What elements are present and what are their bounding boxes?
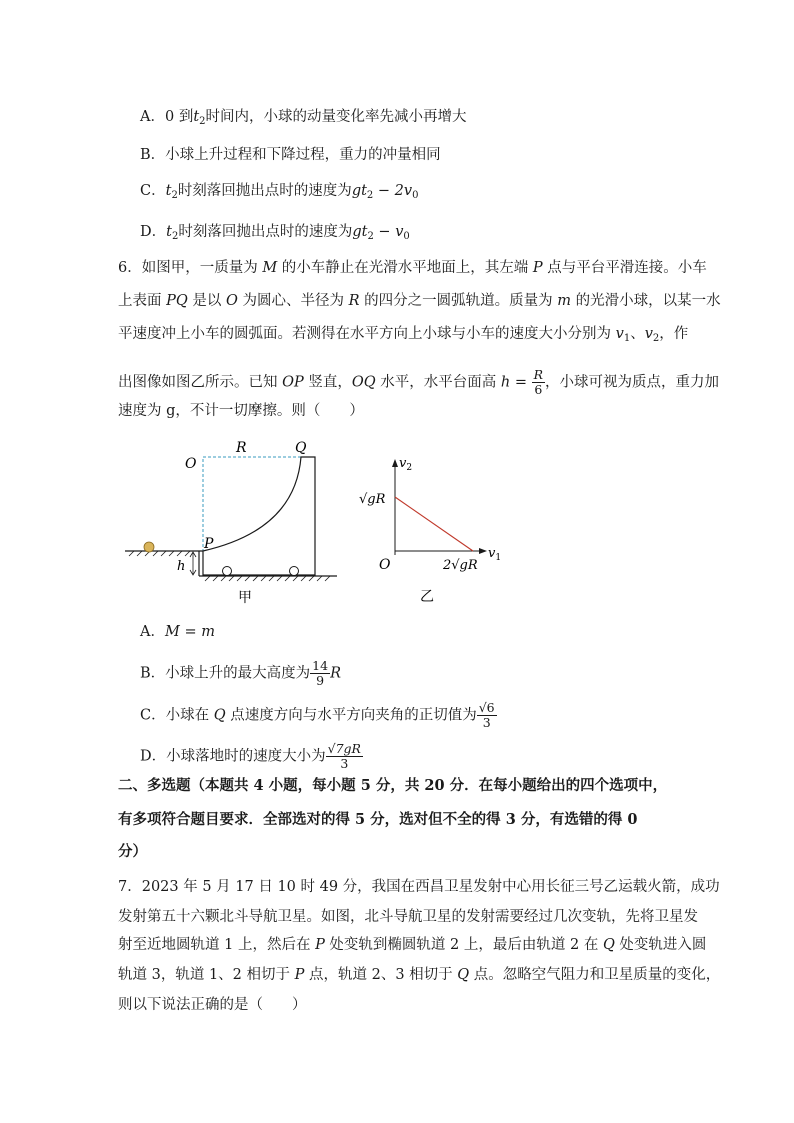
label-v1: $v_1$	[488, 546, 502, 563]
label-v2: $v_2$	[399, 456, 413, 473]
caption-jia: 甲	[238, 590, 252, 606]
q6-option-c: C．小球在 Q 点速度方向与水平方向夹角的正切值为 $\frac{√6}{3}$	[140, 700, 495, 730]
q6-line-3: 平速度冲上小车的圆弧面。若测得在水平方向上小球与小车的速度大小分别为 $v_1$、$v_2$，作	[118, 326, 689, 344]
q6-line-4: 出图像如图乙所示。已知 OP 竖直，OQ 水平，水平台面高 h = $\frac{R}{6}$ ，小球可视为质点，重力加	[118, 367, 720, 397]
cart-wheel-right	[290, 567, 299, 576]
d-fraction: $\frac{√7gR}{3}$	[327, 741, 361, 771]
section2-line-1: 二、多选题（本题共 4 小题，每小题 5 分，共 20 分．在每小题给出的四个选项中，	[118, 777, 668, 794]
q6-line-1: 6．如图甲，一质量为 M 的小车静止在光滑水平地面上，其左端 P 点与平台平滑连接。小车	[118, 260, 707, 276]
q7-line-3: 射至近地圆轨道 1 上，然后在 P 处变轨到椭圆轨道 2 上，最后由轨道 2 在 Q 处变轨进入圆	[118, 937, 707, 953]
label-origin: O	[379, 557, 391, 573]
b-fraction: $\frac{14}{9}$	[312, 658, 329, 688]
h-fraction: $\frac{R}{6}$	[533, 367, 544, 397]
q5-option-b: B．小球上升过程和下降过程，重力的冲量相同	[140, 147, 441, 163]
ground-hatch	[205, 576, 330, 581]
section2-line-3: 分）	[118, 843, 147, 860]
label-h: h	[177, 559, 186, 574]
q5-option-d: D．$t_2$时刻落回抛出点时的速度为$gt_2 - v_0$	[140, 224, 410, 242]
label-sqrt-gR: √gR	[359, 492, 386, 507]
caption-yi: 乙	[420, 589, 434, 605]
q7-line-1: 7．2023 年 5 月 17 日 10 时 49 分，我国在西昌卫星发射中心用长征三号乙运载火箭，成功	[118, 879, 720, 895]
cart-body	[203, 457, 315, 575]
q5-option-a: A．0 到$t_2$时间内，小球的动量变化率先减小再增大	[140, 109, 467, 127]
q7-line-5: 则以下说法正确的是（ ）	[118, 997, 307, 1013]
q6-option-d: D．小球落地时的速度大小为 $\frac{√7gR}{3}$	[140, 741, 361, 771]
ball	[144, 542, 154, 552]
q6-option-a: A．M = m	[140, 624, 215, 640]
q7-line-4: 轨道 3，轨道 1、2 相切于 P 点，轨道 2、3 相切于 Q 点。忽略空气阻力和卫星质量的变化，	[118, 967, 721, 983]
q6-option-b: B．小球上升的最大高度为 $\frac{14}{9}$ R	[140, 658, 341, 688]
cart-wheel-left	[223, 567, 232, 576]
label-P: P	[204, 536, 214, 552]
label-Q: Q	[295, 440, 307, 456]
label-O: O	[185, 456, 197, 472]
label-R: R	[236, 440, 247, 456]
q6-line-2: 上表面 PQ 是以 O 为圆心、半径为 R 的四分之一圆弧轨道。质量为 m 的光滑小球，以某一水	[118, 293, 721, 309]
v2-v1-line	[395, 497, 473, 551]
y-axis-arrow-icon	[392, 459, 398, 467]
c-fraction: $\frac{√6}{3}$	[478, 700, 495, 730]
q7-line-2: 发射第五十六颗北斗导航卫星。如图，北斗导航卫星的发射需要经过几次变轨，先将卫星发	[118, 909, 698, 925]
q6-line-5: 速度为 g，不计一切摩擦。则（ ）	[118, 403, 364, 419]
x-axis-arrow-icon	[479, 548, 487, 554]
section2-line-2: 有多项符合题目要求．全部选对的得 5 分，选对但不全的得 3 分，有选错的得 0	[118, 811, 638, 828]
figure-yi	[355, 455, 515, 605]
q5-option-c: C．$t_2$时刻落回抛出点时的速度为$gt_2 - 2v_0$	[140, 183, 419, 201]
figure-jia	[115, 430, 345, 610]
platform-hatch	[129, 551, 190, 556]
label-2-sqrt-gR: 2√gR	[443, 558, 478, 573]
